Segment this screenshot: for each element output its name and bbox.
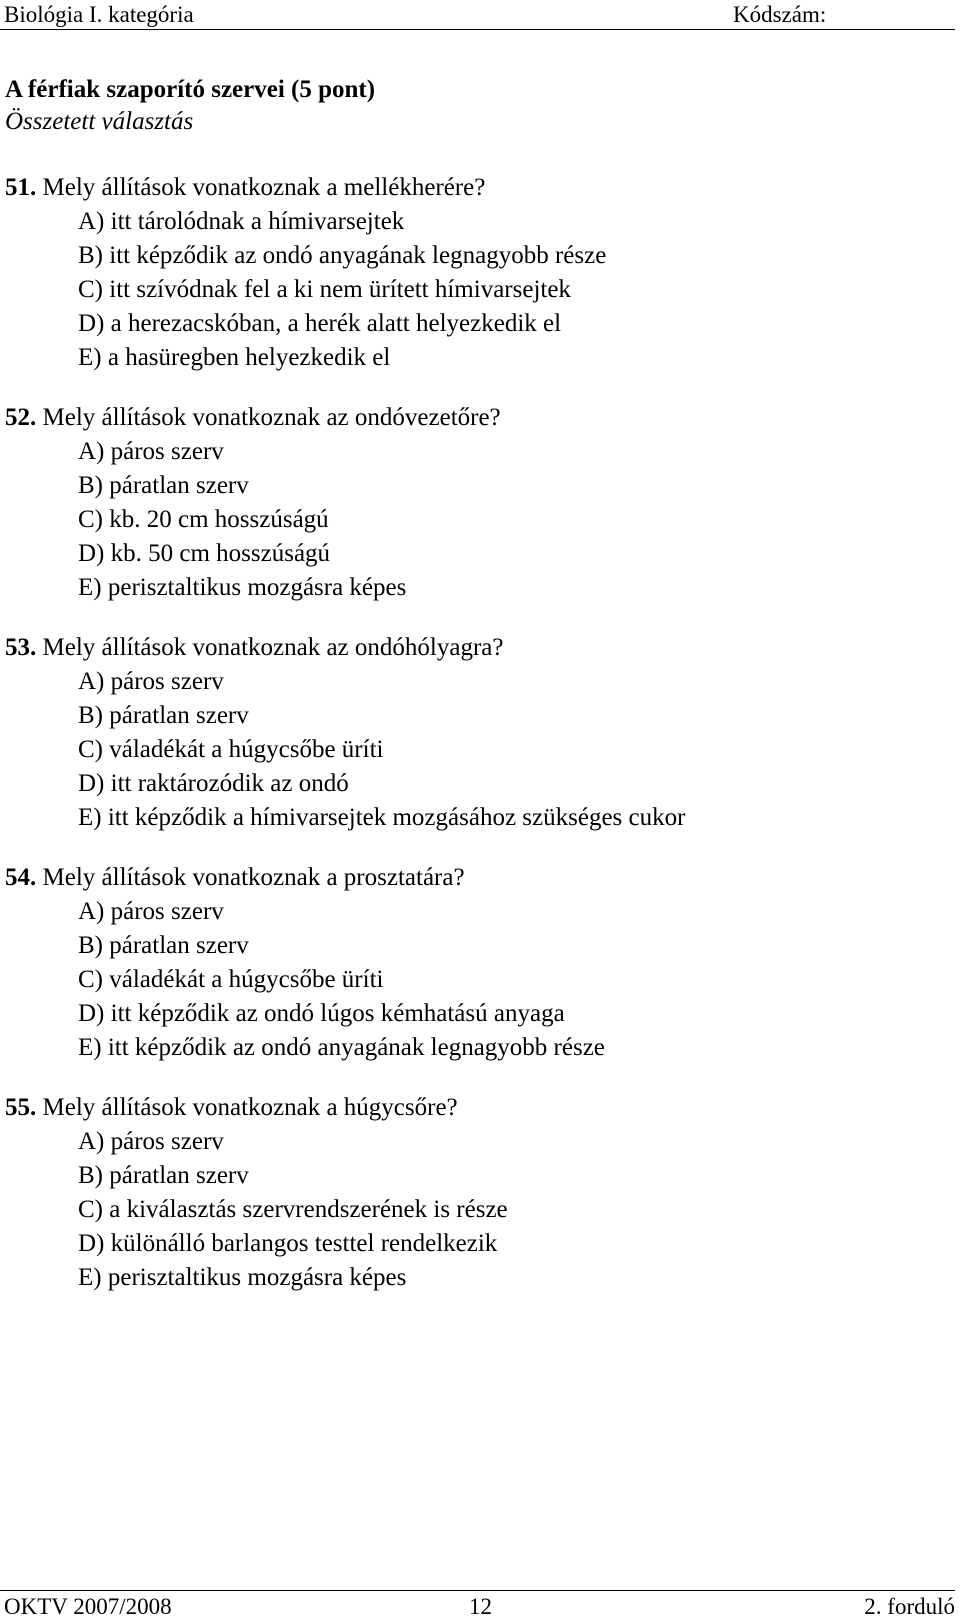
page-header bbox=[0, 0, 955, 30]
header-code-label: Kódszám: bbox=[733, 2, 827, 27]
question-53 bbox=[5, 631, 685, 835]
question-stem bbox=[5, 401, 501, 435]
section-title: A férfiak szaporító szervei (5 pont) bbox=[5, 76, 376, 103]
option-c: C) váladékát a húgycsőbe üríti bbox=[78, 736, 384, 763]
option-a: A) páros szerv bbox=[78, 898, 224, 925]
option-e: E) itt képződik az ondó anyagának legnagyobb része bbox=[78, 1034, 605, 1061]
option-e: E) perisztaltikus mozgásra képes bbox=[78, 574, 407, 601]
section-subtitle: Összetett választás bbox=[5, 108, 194, 135]
question-number: 51. bbox=[5, 174, 37, 201]
option-c: C) itt szívódnak fel a ki nem ürített hímivarsejtek bbox=[78, 276, 571, 303]
option-c: C) váladékát a húgycsőbe üríti bbox=[78, 966, 384, 993]
question-51 bbox=[5, 171, 606, 375]
question-text: Mely állítások vonatkoznak az ondóvezetőre? bbox=[36, 404, 501, 431]
question-55 bbox=[5, 1091, 508, 1295]
question-number: 54. bbox=[5, 864, 37, 891]
question-stem bbox=[5, 631, 685, 665]
option-d: D) itt raktározódik az ondó bbox=[78, 770, 349, 797]
header-category: Biológia I. kategória bbox=[4, 2, 194, 27]
option-d: D) különálló barlangos testtel rendelkezik bbox=[78, 1230, 498, 1257]
option-b: B) páratlan szerv bbox=[78, 702, 249, 729]
question-number: 53. bbox=[5, 634, 37, 661]
option-b: B) páratlan szerv bbox=[78, 932, 249, 959]
question-number: 52. bbox=[5, 404, 37, 431]
question-stem bbox=[5, 171, 606, 205]
question-52 bbox=[5, 401, 501, 605]
question-54 bbox=[5, 861, 605, 1065]
option-c: C) a kiválasztás szervrendszerének is része bbox=[78, 1196, 508, 1223]
option-a: A) páros szerv bbox=[78, 1128, 224, 1155]
question-text: Mely állítások vonatkoznak a prosztatára? bbox=[36, 864, 465, 891]
question-text: Mely állítások vonatkoznak a mellékherére? bbox=[36, 174, 486, 201]
option-e: E) itt képződik a hímivarsejtek mozgásához szükséges cukor bbox=[78, 804, 686, 831]
option-d: D) kb. 50 cm hosszúságú bbox=[78, 540, 331, 567]
option-d: D) a herezacskóban, a herék alatt helyezkedik el bbox=[78, 310, 562, 337]
option-b: B) páratlan szerv bbox=[78, 1162, 249, 1189]
option-a: A) páros szerv bbox=[78, 438, 224, 465]
question-number: 55. bbox=[5, 1094, 37, 1121]
question-text: Mely állítások vonatkoznak a húgycsőre? bbox=[36, 1094, 458, 1121]
page-footer bbox=[0, 1590, 955, 1621]
option-a: A) páros szerv bbox=[78, 668, 224, 695]
option-d: D) itt képződik az ondó lúgos kémhatású anyaga bbox=[78, 1000, 565, 1027]
option-c: C) kb. 20 cm hosszúságú bbox=[78, 506, 329, 533]
footer-competition: OKTV 2007/2008 bbox=[4, 1594, 172, 1619]
option-e: E) a hasüregben helyezkedik el bbox=[78, 344, 391, 371]
option-a: A) itt tárolódnak a hímivarsejtek bbox=[78, 208, 405, 235]
question-stem bbox=[5, 1091, 508, 1125]
page-number: 12 bbox=[469, 1594, 492, 1619]
option-b: B) páratlan szerv bbox=[78, 472, 249, 499]
footer-round: 2. forduló bbox=[864, 1594, 955, 1619]
question-text: Mely állítások vonatkoznak az ondóhólyagra? bbox=[36, 634, 504, 661]
option-e: E) perisztaltikus mozgásra képes bbox=[78, 1264, 407, 1291]
question-stem bbox=[5, 861, 605, 895]
option-b: B) itt képződik az ondó anyagának legnagyobb része bbox=[78, 242, 607, 269]
